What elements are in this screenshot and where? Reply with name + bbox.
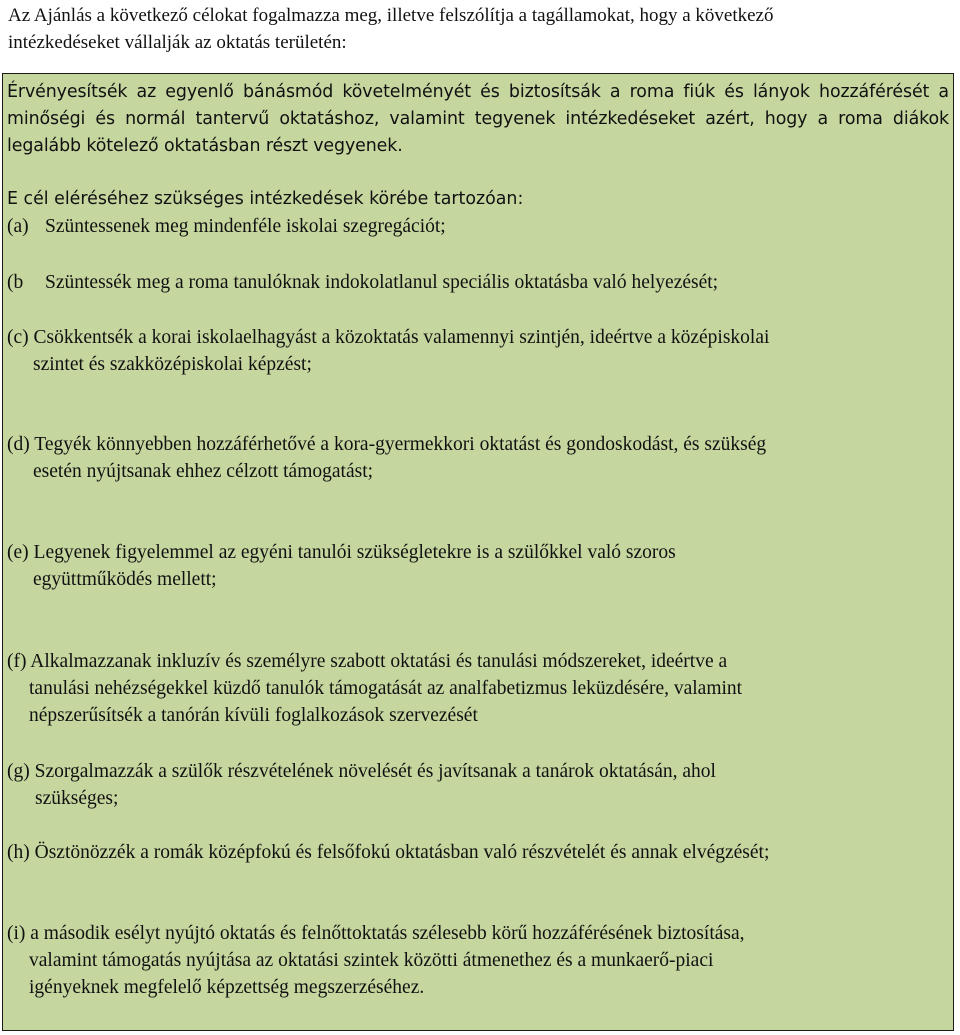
list-item <box>7 431 942 485</box>
item-text: Ösztönözzék a romák középfokú és felsőfokú oktatásban való részvételét és annak elvégzését; <box>34 842 770 863</box>
item-tag: (b <box>7 272 24 293</box>
list-item <box>7 839 942 866</box>
item-tag: (a) <box>7 216 29 237</box>
item-text: Tegyék könnyebben hozzáférhetővé a kora-gyermekkori oktatást és gondoskodást, és szükség <box>34 434 767 455</box>
intro-line: Az Ajánlás a következő célokat fogalmazza meg, illetve felszólítja a tagállamokat, hogy a következő <box>8 5 774 26</box>
item-text: Csökkentsék a korai iskolaelhagyást a közoktatás valamennyi szintjén, ideértve a középiskolai <box>33 327 770 348</box>
list-item <box>7 758 942 812</box>
item-text: Szüntessenek meg mindenféle iskolai szegregációt; <box>45 216 446 237</box>
list-item <box>7 920 942 1001</box>
item-text: együttműködés mellett; <box>33 569 217 590</box>
item-text: Szorgalmazzák a szülők részvételének növelését és javítsanak a tanárok oktatásán, ahol <box>34 761 716 782</box>
item-text: Legyenek figyelemmel az egyéni tanulói szükségletekre is a szülőkkel való szoros <box>33 542 676 563</box>
intro-paragraph <box>8 2 953 56</box>
recommendation-box <box>2 73 954 1031</box>
item-tag: (d) <box>7 434 30 455</box>
list-item <box>7 213 942 240</box>
item-text: tanulási nehézségekkel küzdő tanulók támogatását az analfabetizmus leküzdésére, valamint <box>29 678 743 699</box>
item-tag: (g) <box>7 761 30 782</box>
item-text: valamint támogatás nyújtása az oktatási szintek közötti átmenethez és a munkaerő-piaci <box>29 950 714 971</box>
item-text: szükséges; <box>35 788 119 809</box>
item-tag: (h) <box>7 842 30 863</box>
list-item <box>7 269 942 296</box>
intro-line: intézkedéseket vállalják az oktatás területén: <box>8 32 347 53</box>
item-tag: (e) <box>7 542 29 563</box>
item-text: szintet és szakközépiskolai képzést; <box>33 354 312 375</box>
item-tag: (i) <box>7 923 26 944</box>
item-text: Alkalmazzanak inkluzív és személyre szabott oktatási és tanulási módszereket, ideértve a <box>30 651 728 672</box>
item-text: esetén nyújtsanak ehhez célzott támogatást; <box>33 461 374 482</box>
list-item <box>7 324 942 378</box>
item-text: igényeknek megfelelő képzettség megszerzéséhez. <box>29 977 425 998</box>
item-text: a második esélyt nyújtó oktatás és felnőttoktatás szélesebb körű hozzáférésének biztosítása, <box>30 923 745 944</box>
item-text: népszerűsítsék a tanórán kívüli foglalkozások szervezését <box>29 705 478 726</box>
goal-heading: E cél eléréséhez szükséges intézkedések körébe tartozóan: <box>7 189 524 209</box>
lead-paragraph: Érvényesítsék az egyenlő bánásmód követelményét és biztosítsák a roma fiúk és lányok hozzáférését a minőségi és normál tantervű oktatáshoz, valamint tegyenek intézkedéseket azért, hogy a roma diákok legalább kötelező oktatásban részt vegyenek. <box>7 82 949 156</box>
item-tag: (f) <box>7 651 27 672</box>
item-tag: (c) <box>7 327 29 348</box>
item-text: Szüntessék meg a roma tanulóknak indokolatlanul speciális oktatásba való helyezését; <box>45 272 719 293</box>
list-item <box>7 539 942 593</box>
list-item <box>7 648 942 729</box>
